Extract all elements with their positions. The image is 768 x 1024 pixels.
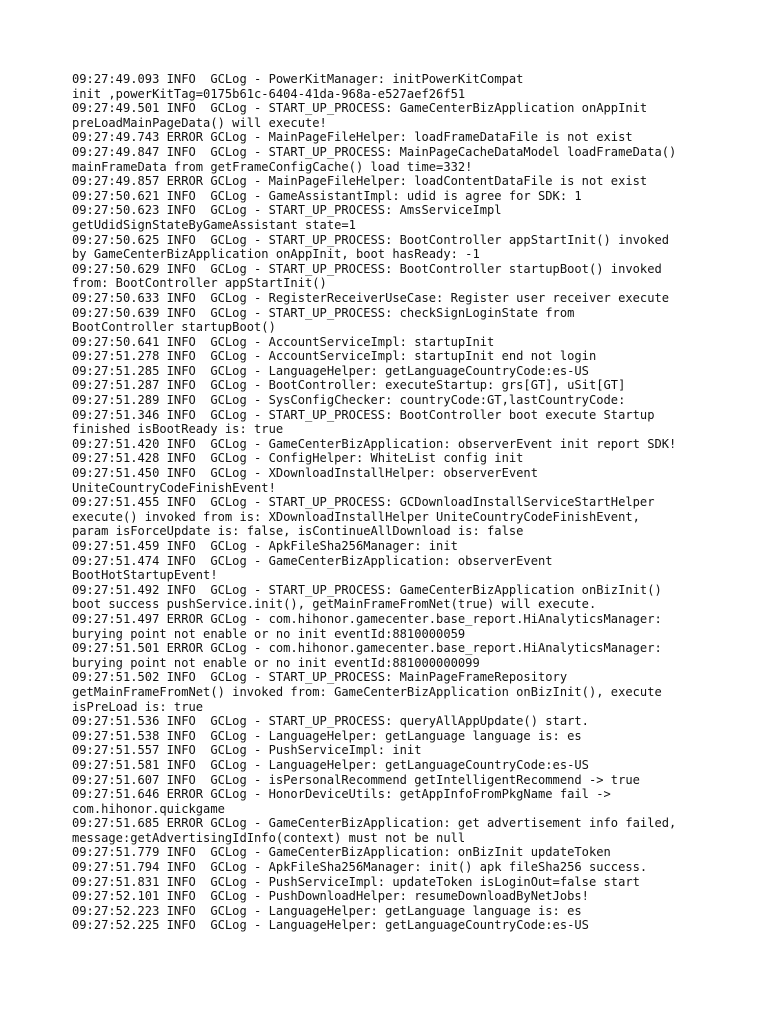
log-line: 09:27:51.536 INFO GCLog - START_UP_PROCESS: queryAllAppUpdate() start. <box>72 714 589 729</box>
log-line: finished isBootReady is: true <box>72 422 284 437</box>
log-line: 09:27:51.497 ERROR GCLog - com.hihonor.gamecenter.base_report.HiAnalyticsManager: <box>72 611 662 626</box>
log-line: com.hihonor.quickgame <box>72 801 225 816</box>
log-line: 09:27:51.581 INFO GCLog - LanguageHelper: getLanguageCountryCode:es-US <box>72 757 589 772</box>
log-line: 09:27:51.287 INFO GCLog - BootController: executeStartup: grs[GT], uSit[GT] <box>72 378 626 393</box>
log-line: 09:27:52.223 INFO GCLog - LanguageHelper: getLanguage language is: es <box>72 903 582 918</box>
log-line: 09:27:51.557 INFO GCLog - PushServiceImpl: init <box>72 743 422 758</box>
log-line: BootHotStartupEvent! <box>72 568 218 583</box>
log-line: execute() invoked from is: XDownloadInstallHelper UniteCountryCodeFinishEvent, <box>72 509 640 524</box>
log-line: 09:27:50.623 INFO GCLog - START_UP_PROCESS: AmsServiceImpl <box>72 203 502 218</box>
log-line: preLoadMainPageData() will execute! <box>72 115 327 130</box>
log-line: 09:27:51.450 INFO GCLog - XDownloadInstallHelper: observerEvent <box>72 466 538 481</box>
log-line: 09:27:51.428 INFO GCLog - ConfigHelper: WhiteList config init <box>72 451 524 466</box>
log-line: from: BootController appStartInit() <box>72 276 327 291</box>
log-line: 09:27:50.625 INFO GCLog - START_UP_PROCESS: BootController appStartInit() invoked <box>72 232 670 247</box>
log-line: 09:27:51.794 INFO GCLog - ApkFileSha256Manager: init() apk fileSha256 success. <box>72 860 648 875</box>
log-line: 09:27:51.607 INFO GCLog - isPersonalRecommend getIntelligentRecommend -> true <box>72 772 640 787</box>
log-line: 09:27:51.538 INFO GCLog - LanguageHelper: getLanguage language is: es <box>72 728 582 743</box>
log-line: 09:27:51.346 INFO GCLog - START_UP_PROCESS: BootController boot execute Startup <box>72 407 655 422</box>
log-line: param isForceUpdate is: false, isContinueAllDownload is: false <box>72 524 524 539</box>
log-line: 09:27:51.685 ERROR GCLog - GameCenterBizApplication: get advertisement info failed, <box>72 816 677 831</box>
log-line: by GameCenterBizApplication onAppInit, boot hasReady: -1 <box>72 247 480 262</box>
log-line: burying point not enable or no init eventId:8810000059 <box>72 626 466 641</box>
log-line: isPreLoad is: true <box>72 699 204 714</box>
log-line: 09:27:51.289 INFO GCLog - SysConfigChecker: countryCode:GT,lastCountryCode: <box>72 393 626 408</box>
log-line: 09:27:52.225 INFO GCLog - LanguageHelper: getLanguageCountryCode:es-US <box>72 918 589 933</box>
log-line: 09:27:51.474 INFO GCLog - GameCenterBizApplication: observerEvent <box>72 553 553 568</box>
log-line: 09:27:49.093 INFO GCLog - PowerKitManager: initPowerKitCompat <box>72 72 524 86</box>
log-line: boot success pushService.init(), getMainFrameFromNet(true) will execute. <box>72 597 597 612</box>
log-line: 09:27:50.633 INFO GCLog - RegisterReceiverUseCase: Register user receiver execute <box>72 290 670 305</box>
log-line: 09:27:49.501 INFO GCLog - START_UP_PROCESS: GameCenterBizApplication onAppInit <box>72 101 648 116</box>
log-line: 09:27:51.420 INFO GCLog - GameCenterBizApplication: observerEvent init report SDK! <box>72 436 677 451</box>
log-line: BootController startupBoot() <box>72 320 276 335</box>
log-line: mainFrameData from getFrameConfigCache() load time=332! <box>72 159 473 174</box>
log-line: UniteCountryCodeFinishEvent! <box>72 480 276 495</box>
log-line: 09:27:51.646 ERROR GCLog - HonorDeviceUtils: getAppInfoFromPkgName fail -> <box>72 787 611 802</box>
log-document <box>72 72 732 933</box>
log-line: 09:27:52.101 INFO GCLog - PushDownloadHelper: resumeDownloadByNetJobs! <box>72 889 589 904</box>
log-line: 09:27:51.459 INFO GCLog - ApkFileSha256Manager: init <box>72 539 458 553</box>
log-line: getUdidSignStateByGameAssistant state=1 <box>72 217 356 232</box>
log-line: 09:27:51.492 INFO GCLog - START_UP_PROCESS: GameCenterBizApplication onBizInit() <box>72 582 662 597</box>
log-line: 09:27:51.455 INFO GCLog - START_UP_PROCESS: GCDownloadInstallServiceStartHelper <box>72 495 655 510</box>
log-line: 09:27:51.501 ERROR GCLog - com.hihonor.gamecenter.base_report.HiAnalyticsManager: <box>72 641 662 656</box>
log-line: 09:27:49.847 INFO GCLog - START_UP_PROCESS: MainPageCacheDataModel loadFrameData() <box>72 144 677 159</box>
log-line: 09:27:51.502 INFO GCLog - START_UP_PROCESS: MainPageFrameRepository <box>72 670 568 685</box>
log-line: 09:27:50.621 INFO GCLog - GameAssistantImpl: udid is agree for SDK: 1 <box>72 188 582 203</box>
log-line: burying point not enable or no init eventId:881000000099 <box>72 655 480 670</box>
log-line: 09:27:51.285 INFO GCLog - LanguageHelper: getLanguageCountryCode:es-US <box>72 363 589 378</box>
log-line: message:getAdvertisingIdInfo(context) must not be null <box>72 830 466 845</box>
log-line: 09:27:50.639 INFO GCLog - START_UP_PROCESS: checkSignLoginState from <box>72 305 575 320</box>
log-line: 09:27:51.831 INFO GCLog - PushServiceImpl: updateToken isLoginOut=false start <box>72 874 640 889</box>
log-line: 09:27:49.857 ERROR GCLog - MainPageFileHelper: loadContentDataFile is not exist <box>72 174 648 189</box>
log-line: getMainFrameFromNet() invoked from: GameCenterBizApplication onBizInit(), execute <box>72 684 662 699</box>
log-line: 09:27:49.743 ERROR GCLog - MainPageFileHelper: loadFrameDataFile is not exist <box>72 130 633 145</box>
log-line: init ,powerKitTag=0175b61c-6404-41da-968a-e527aef26f51 <box>72 86 466 101</box>
log-line: 09:27:50.629 INFO GCLog - START_UP_PROCESS: BootController startupBoot() invoked <box>72 261 662 276</box>
log-line: 09:27:51.779 INFO GCLog - GameCenterBizApplication: onBizInit updateToken <box>72 845 611 860</box>
log-line: 09:27:50.641 INFO GCLog - AccountServiceImpl: startupInit <box>72 334 495 349</box>
log-line: 09:27:51.278 INFO GCLog - AccountServiceImpl: startupInit end not login <box>72 349 597 364</box>
